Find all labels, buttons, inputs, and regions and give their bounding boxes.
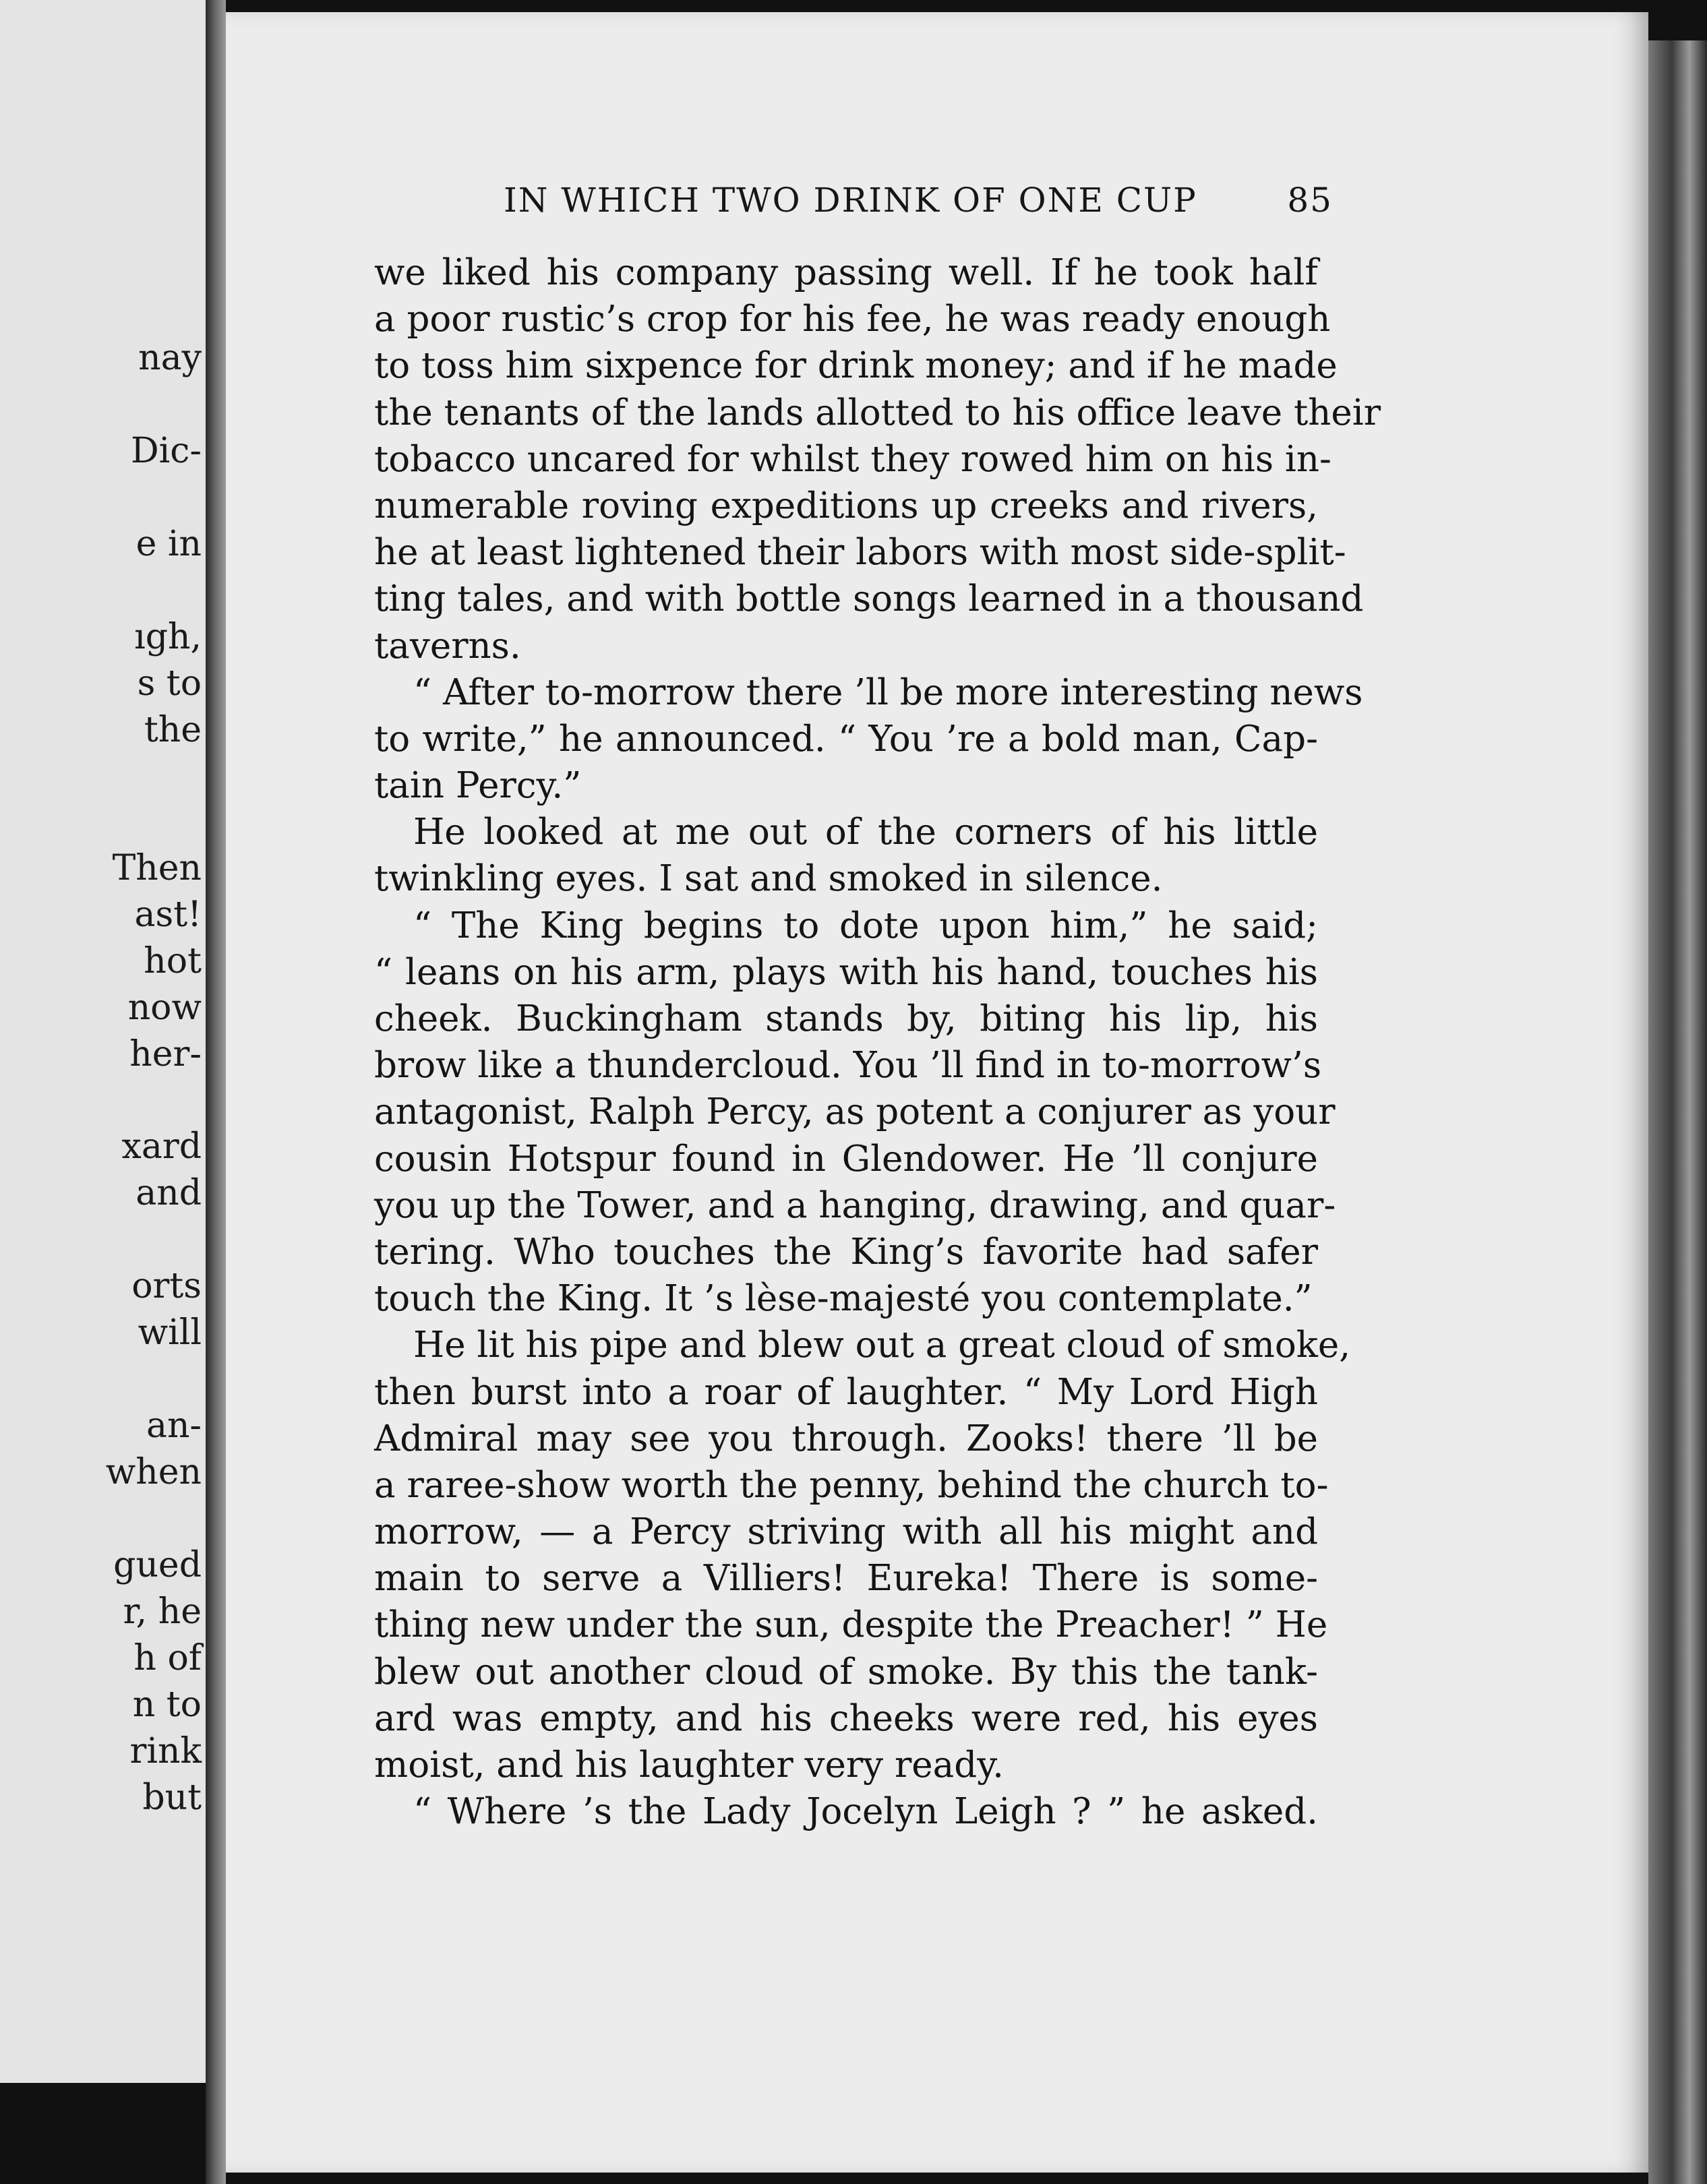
previous-page-fragment: orts [131, 1266, 202, 1306]
text-line: the tenants of the lands allotted to his office leave their [374, 392, 1381, 433]
text-line: Admiral may see you through. Zooks! there ’ll be [374, 1418, 1318, 1459]
previous-page-fragment: and [136, 1173, 202, 1213]
previous-page-fragment: hot [144, 941, 202, 981]
previous-page-fragment: h of [133, 1638, 202, 1678]
previous-page-fragment: s to [137, 663, 202, 704]
body-text [374, 249, 1381, 1835]
running-header [504, 181, 1333, 228]
previous-page-fragment: n to [132, 1685, 202, 1725]
text-line: to toss him sixpence for drink money; and if he made [374, 345, 1338, 387]
page-number: 85 [1287, 181, 1333, 220]
previous-page-fragment: rink [129, 1731, 202, 1771]
text-line: He lit his pipe and blew out a great cloud of smoke, [413, 1325, 1351, 1366]
previous-page-fragment: xard [121, 1126, 202, 1167]
page-edge [1648, 40, 1707, 2184]
text-line: ting tales, and with bottle songs learned in a thousand [374, 578, 1364, 620]
book-gutter [206, 0, 226, 2184]
text-line: thing new under the sun, despite the Preacher! ” He [374, 1604, 1328, 1646]
text-line: morrow, — a Percy striving with all his might and [374, 1511, 1318, 1553]
previous-page-fragment: her- [129, 1034, 202, 1074]
text-line: brow like a thundercloud. You ’ll find in to-morrow’s [374, 1045, 1322, 1087]
text-line: “ Where ’s the Lady Jocelyn Leigh ? ” he asked. [413, 1791, 1318, 1833]
text-line: tain Percy.” [374, 765, 582, 807]
previous-page-fragment: now [127, 988, 202, 1028]
text-line: antagonist, Ralph Percy, as potent a conjurer as your [374, 1091, 1336, 1133]
previous-page-fragment: but [142, 1778, 202, 1818]
previous-page-fragment: when [105, 1452, 202, 1492]
text-line: tobacco uncared for whilst they rowed him on his in- [374, 438, 1331, 480]
text-line: a poor rustic’s crop for his fee, he was ready enough [374, 299, 1331, 340]
previous-page-fragment: Then [112, 848, 202, 888]
running-title: IN WHICH TWO DRINK OF ONE CUP [504, 181, 1197, 220]
text-line: you up the Tower, and a hanging, drawing, and quar- [374, 1184, 1336, 1226]
previous-page [0, 0, 206, 2083]
text-line: then burst into a roar of laughter. “ My Lord High [374, 1371, 1318, 1413]
text-line: taverns. [374, 625, 521, 667]
previous-page-fragment: Dic- [130, 431, 202, 471]
previous-page-fragment: nay [138, 338, 202, 378]
text-line: moist, and his laughter very ready. [374, 1745, 1004, 1786]
text-line: we liked his company passing well. If he took half [374, 252, 1318, 293]
previous-page-fragment: will [138, 1312, 202, 1353]
text-line: numerable roving expeditions up creeks and rivers, [374, 485, 1318, 526]
text-line: twinkling eyes. I sat and smoked in silence. [374, 858, 1163, 900]
previous-page-fragment: r, he [123, 1591, 202, 1632]
previous-page-fragment: gued [113, 1545, 202, 1585]
text-line: touch the King. It ’s lèse-majesté you contemplate.” [374, 1278, 1313, 1320]
previous-page-fragment: ıgh, [134, 617, 202, 657]
text-line: cheek. Buckingham stands by, biting his lip, his [374, 998, 1318, 1039]
previous-page-fragment: ast! [134, 894, 202, 935]
previous-page-fragment: an- [146, 1405, 202, 1446]
previous-page-fragment: the [144, 710, 202, 750]
previous-page-fragment: e in [136, 524, 202, 564]
text-line: “ The King begins to dote upon him,” he said; [413, 905, 1318, 946]
text-line: main to serve a Villiers! Eureka! There is some- [374, 1558, 1318, 1600]
text-line: blew out another cloud of smoke. By this the tank- [374, 1651, 1318, 1693]
text-line: a raree-show worth the penny, behind the church to- [374, 1464, 1329, 1506]
text-line: “ leans on his arm, plays with his hand, touches his [374, 951, 1318, 993]
text-line: cousin Hotspur found in Glendower. He ’ll conjure [374, 1138, 1318, 1180]
text-line: he at least lightened their labors with most side-split- [374, 532, 1346, 574]
text-line: to write,” he announced. “ You ’re a bold man, Cap- [374, 718, 1318, 760]
text-line: He looked at me out of the corners of his little [413, 812, 1318, 853]
text-line: tering. Who touches the King’s favorite had safer [374, 1231, 1318, 1273]
text-line: “ After to-morrow there ’ll be more interesting news [413, 671, 1363, 713]
text-line: ard was empty, and his cheeks were red, his eyes [374, 1697, 1318, 1739]
